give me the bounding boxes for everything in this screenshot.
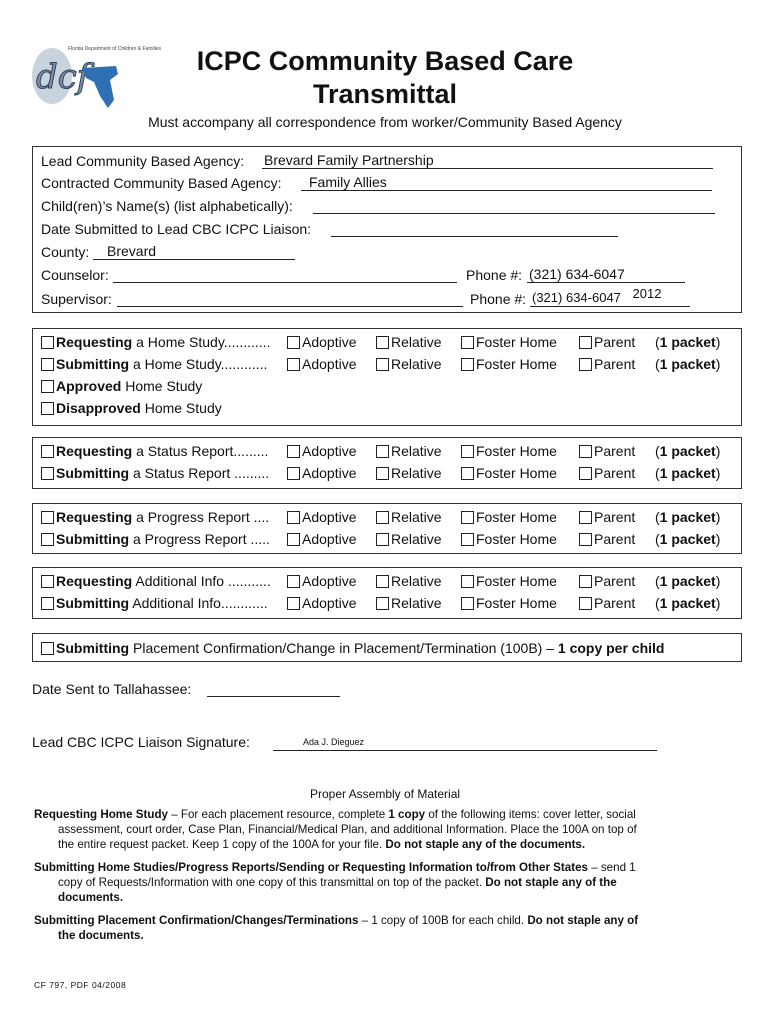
checkbox[interactable] xyxy=(376,336,389,349)
checkbox[interactable] xyxy=(41,336,54,349)
adoptive-option[interactable]: Adoptive xyxy=(287,356,356,372)
submitting-status-report[interactable]: Submitting a Status Report ......... xyxy=(41,465,269,481)
parent-option[interactable]: Parent xyxy=(579,356,635,372)
foster-home-option[interactable]: Foster Home xyxy=(461,531,557,547)
checkbox[interactable] xyxy=(376,445,389,458)
date-sent-label: Date Sent to Tallahassee: xyxy=(32,681,192,697)
checkbox[interactable] xyxy=(287,533,300,546)
foster-home-option[interactable]: Foster Home xyxy=(461,465,557,481)
contracted-agency-label: Contracted Community Based Agency: xyxy=(41,175,282,191)
checkbox[interactable] xyxy=(287,336,300,349)
packet-note: (1 packet) xyxy=(655,443,721,459)
approved-home-study[interactable]: Approved Home Study xyxy=(41,378,202,394)
adoptive-option[interactable]: Adoptive xyxy=(287,334,356,350)
checkbox[interactable] xyxy=(41,511,54,524)
checkbox[interactable] xyxy=(41,575,54,588)
foster-home-option[interactable]: Foster Home xyxy=(461,443,557,459)
checkbox[interactable] xyxy=(287,445,300,458)
form-subtitle: Must accompany all correspondence from worker/Community Based Agency xyxy=(148,114,622,130)
checkbox[interactable] xyxy=(461,358,474,371)
checkbox[interactable] xyxy=(579,445,592,458)
requesting-additional-info[interactable]: Requesting Additional Info ........... xyxy=(41,573,271,589)
parent-option[interactable]: Parent xyxy=(579,465,635,481)
checkbox[interactable] xyxy=(287,467,300,480)
counselor-phone-field[interactable]: (321) 634-6047 xyxy=(527,266,685,283)
status-report-section xyxy=(32,437,742,489)
date-sent-field[interactable] xyxy=(207,680,340,697)
parent-option[interactable]: Parent xyxy=(579,334,635,350)
requesting-home-study[interactable]: Requesting a Home Study............ xyxy=(41,334,270,350)
foster-home-option[interactable]: Foster Home xyxy=(461,509,557,525)
supervisor-label: Supervisor: xyxy=(41,291,112,307)
checkbox[interactable] xyxy=(376,533,389,546)
checkbox[interactable] xyxy=(41,642,54,655)
instruction-submitting-home-studies: Submitting Home Studies/Progress Reports/Sending or Requesting Information to/from Other States – send 1 copy of Requests/Information with one copy of this transmittal on top of the packet. Do not staple any of the documents. xyxy=(34,861,636,904)
checkbox[interactable] xyxy=(287,575,300,588)
checkbox[interactable] xyxy=(461,533,474,546)
contracted-agency-field[interactable]: Family Allies xyxy=(301,174,712,191)
adoptive-option[interactable]: Adoptive xyxy=(287,465,356,481)
disapproved-home-study[interactable]: Disapproved Home Study xyxy=(41,400,222,416)
checkbox[interactable] xyxy=(461,597,474,610)
packet-note: (1 packet) xyxy=(655,531,721,547)
foster-home-option[interactable]: Foster Home xyxy=(461,573,557,589)
counselor-field[interactable] xyxy=(113,266,457,283)
checkbox[interactable] xyxy=(579,467,592,480)
checkbox[interactable] xyxy=(376,597,389,610)
signature-label: Lead CBC ICPC Liaison Signature: xyxy=(32,734,250,750)
submitting-placement-confirmation[interactable]: Submitting Placement Confirmation/Change in Placement/Termination (100B) – 1 copy per child xyxy=(41,640,664,656)
date-submitted-field[interactable] xyxy=(331,220,618,237)
checkbox[interactable] xyxy=(41,380,54,393)
instruction-requesting-home-study: Requesting Home Study – For each placement resource, complete 1 copy of the following items: cover letter, social assessment, court order, Case Plan, Financial/Medical Plan, and additional Information. Place the 100A on top of the entire request packet. Keep 1 copy of the 100A for your file. Do not staple any of the documents. xyxy=(34,808,637,851)
relative-option[interactable]: Relative xyxy=(376,465,442,481)
checkbox[interactable] xyxy=(461,336,474,349)
checkbox[interactable] xyxy=(579,511,592,524)
adoptive-option[interactable]: Adoptive xyxy=(287,443,356,459)
foster-home-option[interactable]: Foster Home xyxy=(461,356,557,372)
checkbox[interactable] xyxy=(41,467,54,480)
adoptive-option[interactable]: Adoptive xyxy=(287,573,356,589)
form-title-line2: Transmittal xyxy=(312,79,458,109)
placement-section xyxy=(32,633,742,662)
checkbox[interactable] xyxy=(461,445,474,458)
submitting-additional-info[interactable]: Submitting Additional Info............ xyxy=(41,595,268,611)
form-title-line1: ICPC Community Based Care xyxy=(196,46,574,76)
signature-field[interactable]: Ada J. Dieguez xyxy=(273,734,657,751)
additional-info-section xyxy=(32,567,742,619)
relative-option[interactable]: Relative xyxy=(376,573,442,589)
packet-note: (1 packet) xyxy=(655,573,721,589)
supervisor-phone-field[interactable]: (321) 634-6047 2012 xyxy=(530,290,690,307)
children-names-label: Child(ren)’s Name(s) (list alphabetically): xyxy=(41,198,293,214)
relative-option[interactable]: Relative xyxy=(376,443,442,459)
county-field[interactable]: Brevard xyxy=(93,243,295,260)
adoptive-option[interactable]: Adoptive xyxy=(287,509,356,525)
instructions-heading: Proper Assembly of Material xyxy=(309,787,461,801)
checkbox[interactable] xyxy=(579,358,592,371)
checkbox[interactable] xyxy=(376,358,389,371)
checkbox[interactable] xyxy=(579,336,592,349)
relative-option[interactable]: Relative xyxy=(376,334,442,350)
relative-option[interactable]: Relative xyxy=(376,595,442,611)
checkbox[interactable] xyxy=(41,402,54,415)
checkbox[interactable] xyxy=(461,575,474,588)
submitting-progress-report[interactable]: Submitting a Progress Report ..... xyxy=(41,531,270,547)
foster-home-option[interactable]: Foster Home xyxy=(461,334,557,350)
parent-option[interactable]: Parent xyxy=(579,595,635,611)
packet-note: (1 packet) xyxy=(655,356,721,372)
checkbox[interactable] xyxy=(41,533,54,546)
checkbox[interactable] xyxy=(287,358,300,371)
date-submitted-label: Date Submitted to Lead CBC ICPC Liaison: xyxy=(41,221,312,237)
parent-option[interactable]: Parent xyxy=(579,573,635,589)
checkbox[interactable] xyxy=(376,511,389,524)
form-footer-id: CF 797, PDF 04/2008 xyxy=(34,980,127,990)
checkbox[interactable] xyxy=(461,511,474,524)
adoptive-option[interactable]: Adoptive xyxy=(287,531,356,547)
checkbox[interactable] xyxy=(376,467,389,480)
submitting-home-study[interactable]: Submitting a Home Study............ xyxy=(41,356,267,372)
lead-agency-label: Lead Community Based Agency: xyxy=(41,153,245,169)
requesting-progress-report[interactable]: Requesting a Progress Report .... xyxy=(41,509,269,525)
checkbox[interactable] xyxy=(287,511,300,524)
parent-option[interactable]: Parent xyxy=(579,531,635,547)
progress-report-section xyxy=(32,503,742,554)
parent-option[interactable]: Parent xyxy=(579,443,635,459)
logo-caption: Florida Department of Children & Families xyxy=(68,46,162,52)
county-label: County: xyxy=(41,244,90,260)
requesting-status-report[interactable]: Requesting a Status Report......... xyxy=(41,443,268,459)
checkbox[interactable] xyxy=(461,467,474,480)
checkbox[interactable] xyxy=(287,597,300,610)
packet-note: (1 packet) xyxy=(655,465,721,481)
counselor-label: Counselor: xyxy=(41,267,109,283)
checkbox[interactable] xyxy=(41,358,54,371)
checkbox[interactable] xyxy=(579,533,592,546)
foster-home-option[interactable]: Foster Home xyxy=(461,595,557,611)
checkbox[interactable] xyxy=(41,597,54,610)
relative-option[interactable]: Relative xyxy=(376,509,442,525)
adoptive-option[interactable]: Adoptive xyxy=(287,595,356,611)
counselor-phone-label: Phone #: xyxy=(466,267,523,283)
checkbox[interactable] xyxy=(579,575,592,588)
instruction-submitting-placement: Submitting Placement Confirmation/Changes/Terminations – 1 copy of 100B for each child. Do not staple any of the documents. xyxy=(34,914,639,942)
checkbox[interactable] xyxy=(41,445,54,458)
checkbox[interactable] xyxy=(376,575,389,588)
relative-option[interactable]: Relative xyxy=(376,356,442,372)
dcf-logo xyxy=(30,38,162,112)
home-study-section xyxy=(32,328,742,426)
lead-agency-field[interactable]: Brevard Family Partnership xyxy=(262,152,713,169)
checkbox[interactable] xyxy=(579,597,592,610)
packet-note: (1 packet) xyxy=(655,509,721,525)
supervisor-phone-label: Phone #: xyxy=(470,291,527,307)
children-names-field[interactable] xyxy=(313,197,715,214)
relative-option[interactable]: Relative xyxy=(376,531,442,547)
packet-note: (1 packet) xyxy=(655,334,721,350)
case-info-section xyxy=(32,146,742,313)
svg-text:dcf: dcf xyxy=(36,57,90,97)
supervisor-field[interactable] xyxy=(117,290,463,307)
packet-note: (1 packet) xyxy=(655,595,721,611)
parent-option[interactable]: Parent xyxy=(579,509,635,525)
